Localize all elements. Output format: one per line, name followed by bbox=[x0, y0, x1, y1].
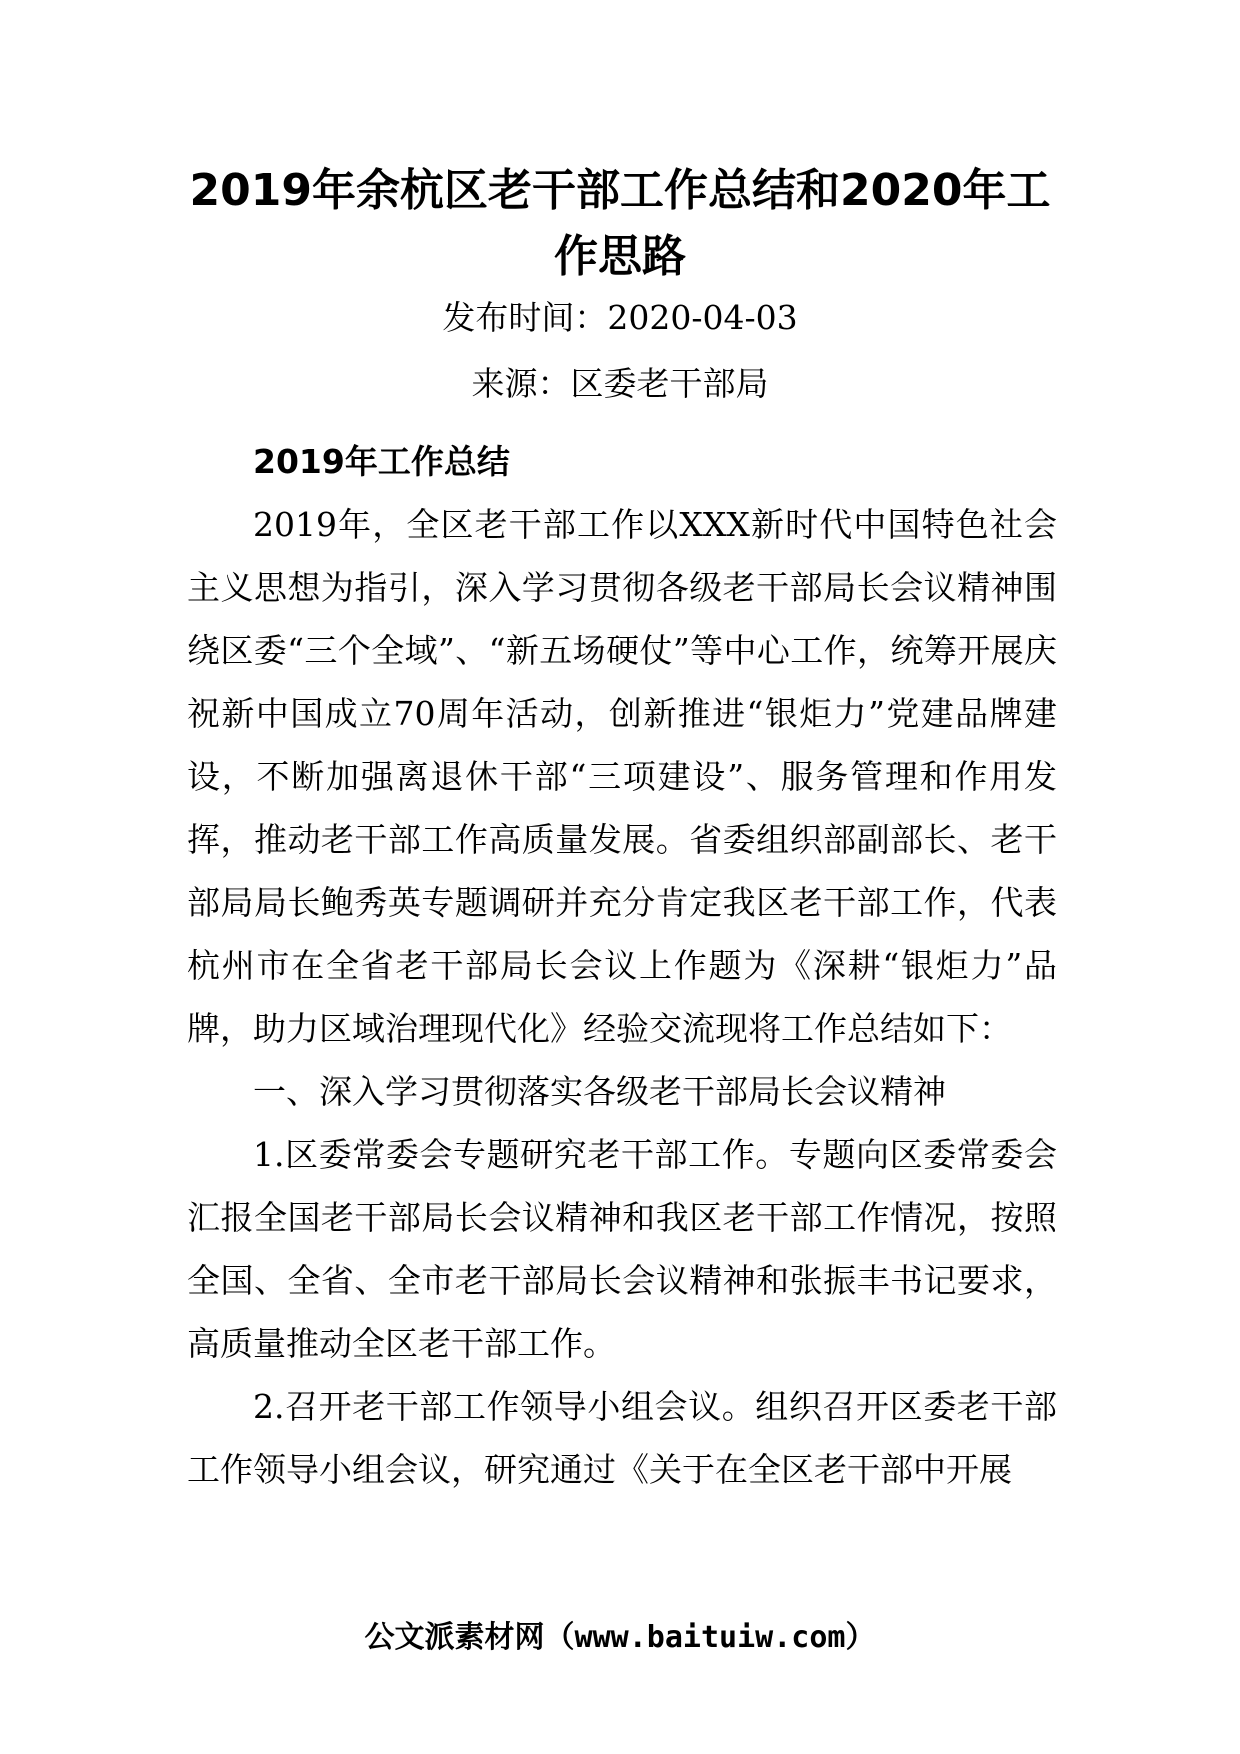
document-source: 来源：区委老干部局 bbox=[471, 364, 769, 403]
paragraph-summary: 2019年，全区老干部工作以XXX新时代中国特色社会主义思想为指引，深入学习贯彻各级老干部局长会议精神围绕区委“三个全域”、“新五场硬仗”等中心工作，统筹开展庆祝新中国成立70周年活动，创新推进“银炬力”党建品牌建设，不断加强离退休干部“三项建设”、服务管理和作用发挥，推动老干部工作高质量发展。省委组织部副部长、老干部局局长鲍秀英专题调研并充分肯定我区老干部工作，代表杭州市在全省老干部局长会议上作题为《深耕“银炬力”品牌，助力区域治理现代化》经验交流现将工作总结如下： bbox=[187, 505, 1057, 1048]
section-heading: 2019年工作总结 bbox=[253, 442, 510, 481]
page-footer bbox=[185, 1618, 1055, 1658]
footer-site-name: 公文派素材网 bbox=[364, 1620, 545, 1655]
publish-date: 发布时间：2020-04-03 bbox=[442, 298, 798, 337]
footer-site-url: （www.baituiw.com） bbox=[544, 1620, 876, 1655]
document-title: 2019年余杭区老干部工作总结和2020年工作思路 bbox=[189, 165, 1051, 282]
paragraph-subheading: 一、深入学习贯彻落实各级老干部局长会议精神 bbox=[253, 1072, 946, 1111]
paragraph-item-1: 1.区委常委会专题研究老干部工作。专题向区委常委会汇报全国老干部局长会议精神和我区老干部工作情况，按照全国、全省、全市老干部局长会议精神和张振丰书记要求，高质量推动全区老干部工作。 bbox=[187, 1135, 1057, 1363]
paragraph-item-2: 2.召开老干部工作领导小组会议。组织召开区委老干部工作领导小组会议，研究通过《关于在全区老干部中开展 bbox=[187, 1387, 1057, 1489]
document-body bbox=[187, 430, 1057, 1501]
